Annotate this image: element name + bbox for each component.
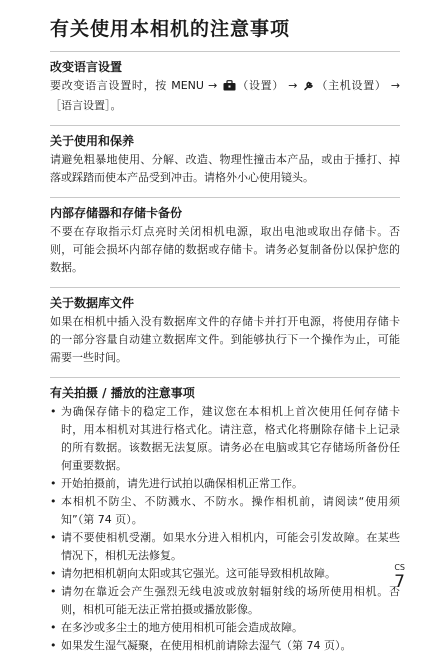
section-language (50, 51, 400, 115)
bullet-dot: • (50, 639, 57, 652)
section-heading: 关于使用和保养 (50, 134, 135, 148)
list-item-text: 如果发生湿气凝聚，在使用相机前请除去湿气（第 74 页）。 (61, 639, 352, 652)
section-divider (50, 51, 400, 52)
list-item-text: 在多沙或多尘土的地方使用相机可能会造成故障。 (61, 621, 303, 634)
arrow-icon: → (390, 79, 401, 92)
section-heading: 内部存储器和存储卡备份 (50, 206, 183, 220)
list-item-text: 为确保存储卡的稳定工作，建议您在本相机上首次使用任何存储卡时，用本相机对其进行格式化。请注意，格式化将删除存储卡上记录的所有数据。该数据无法复原。请务必在电脑或其它存储场所备份任何重要数据。 (61, 405, 400, 472)
list-item (50, 475, 400, 493)
page-number: 7 (394, 572, 405, 592)
section-divider (50, 197, 400, 198)
list-item-text: 请勿把相机朝向太阳或其它强光。这可能导致相机故障。 (61, 567, 336, 580)
bullet-dot: • (50, 621, 57, 634)
section-heading: 有关拍摄 / 播放的注意事项 (50, 386, 195, 400)
arrow-icon: → (288, 79, 298, 92)
section-body: 如果在相机中插入没有数据库文件的存储卡并打开电源，将使用存储卡的一部分容量自动建立数据库文件。到能够执行下一个操作为止，可能需要一些时间。 (50, 315, 400, 364)
list-item (50, 619, 400, 637)
language-instructions (50, 77, 400, 115)
list-item-text: 本相机不防尘、不防溅水、不防水。操作相机前，请阅读“使用须知”（第 74 页）。 (61, 495, 400, 526)
bullet-dot: • (50, 585, 57, 598)
list-item (50, 637, 400, 655)
section-body: 请避免粗暴地使用、分解、改造、物理性撞击本产品，或由于捶打、掉落或踩踏而使本产品受到冲击。请格外小心使用镜头。 (50, 153, 400, 184)
instruction-text: （主机设置） (315, 79, 387, 92)
precautions-list (50, 403, 400, 655)
toolbox-icon (223, 79, 236, 97)
page-footer (394, 563, 405, 591)
list-item (50, 493, 400, 529)
arrow-icon: → (208, 79, 218, 92)
language-code: CS (394, 563, 405, 572)
list-item-text: 请勿在靠近会产生强烈无线电波或放射辐射线的场所使用相机。否则，相机可能无法正常拍摄或播放影像。 (61, 585, 400, 616)
section-heading: 关于数据库文件 (50, 296, 135, 310)
list-item (50, 583, 400, 619)
section-divider (50, 287, 400, 288)
section-divider (50, 377, 400, 378)
wrench-icon (303, 79, 315, 97)
page-title: 有关使用本相机的注意事项 (50, 18, 291, 40)
list-item (50, 403, 400, 475)
bullet-dot: • (50, 495, 57, 508)
list-item-text: 开始拍摄前，请先进行试拍以确保相机正常工作。 (61, 477, 303, 490)
section-heading: 改变语言设置 (50, 60, 123, 74)
instruction-text: （设置） (236, 79, 285, 92)
section-shooting (50, 377, 400, 655)
list-item-text: 请不要使相机受潮。如果水分进入相机内，可能会引发故障。在某些情况下，相机无法修复。 (61, 531, 400, 562)
section-database (50, 287, 400, 367)
section-care (50, 125, 400, 187)
section-backup (50, 197, 400, 277)
section-divider (50, 125, 400, 126)
list-item (50, 565, 400, 583)
instruction-text: ［语言设置］。 (50, 99, 122, 112)
manual-page (50, 14, 400, 655)
instruction-text: 要改变语言设置时，按 MENU (50, 79, 204, 92)
bullet-dot: • (50, 531, 57, 544)
bullet-dot: • (50, 477, 57, 490)
section-body: 不要在存取指示灯点亮时关闭相机电源，取出电池或取出存储卡。否则，可能会损坏内部存储的数据或存储卡。请务必复制备份以保护您的数据。 (50, 225, 400, 274)
bullet-dot: • (50, 405, 57, 418)
list-item (50, 529, 400, 565)
bullet-dot: • (50, 567, 57, 580)
